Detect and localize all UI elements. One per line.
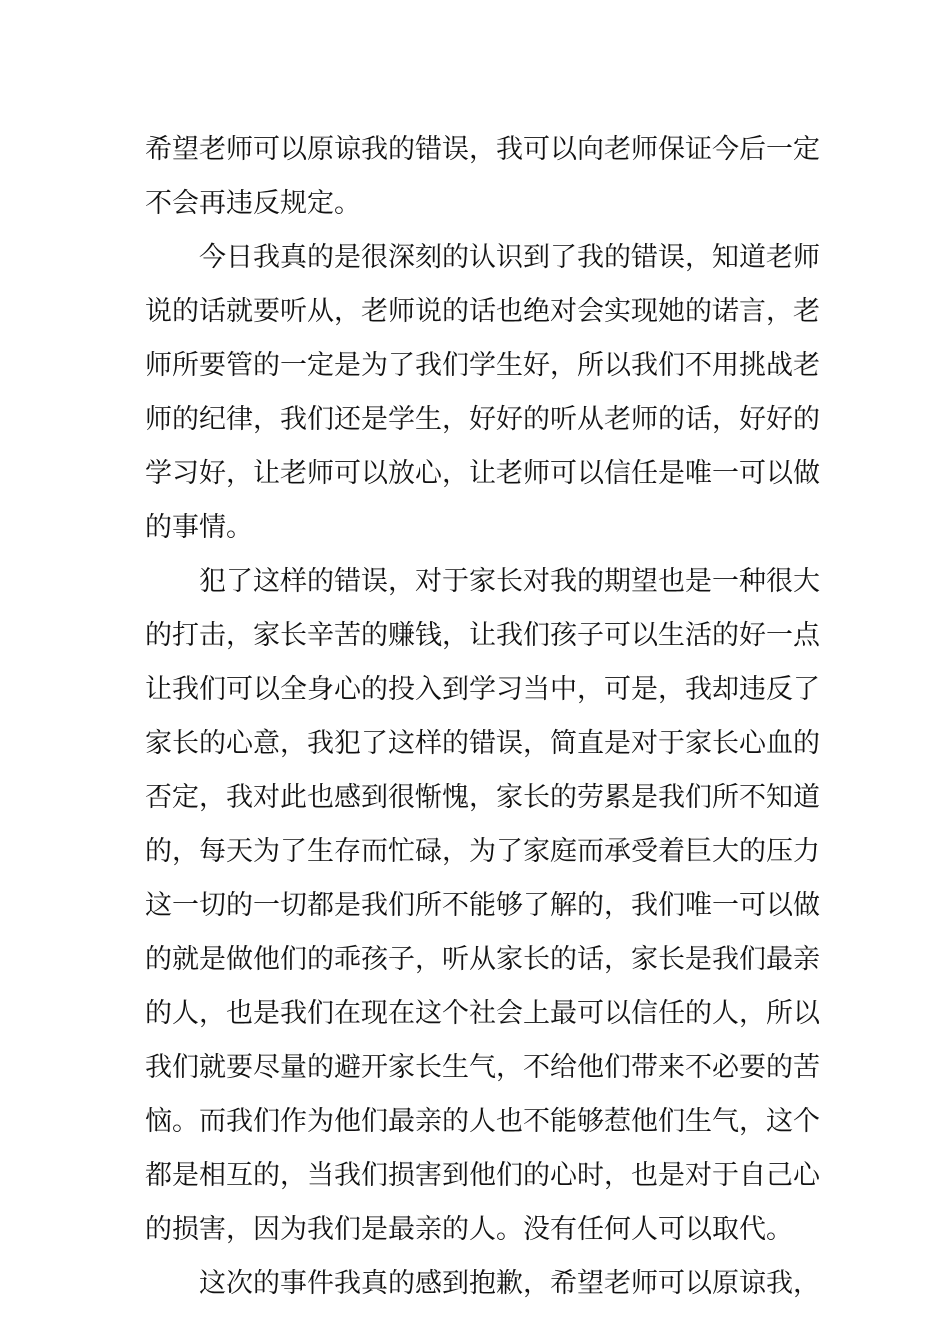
text-line: 师所要管的一定是为了我们学生好，所以我们不用挑战老 — [145, 350, 820, 381]
paragraph-first-line: 犯了这样的错误，对于家长对我的期望也是一种很大 — [199, 566, 820, 597]
text-line: 的，每天为了生存而忙碌，为了家庭而承受着巨大的压力 — [145, 836, 820, 867]
text-line: 不会再违反规定。 — [145, 188, 361, 219]
text-line: 否定，我对此也感到很惭愧，家长的劳累是我们所不知道 — [145, 782, 820, 813]
text-line: 恼。而我们作为他们最亲的人也不能够惹他们生气，这个 — [145, 1106, 820, 1137]
text-line: 的打击，家长辛苦的赚钱，让我们孩子可以生活的好一点 — [145, 620, 820, 651]
text-line: 这一切的一切都是我们所不能够了解的，我们唯一可以做 — [145, 890, 820, 921]
text-line: 的人，也是我们在现在这个社会上最可以信任的人，所以 — [145, 998, 820, 1029]
text-line: 师的纪律，我们还是学生，好好的听从老师的话，好好的 — [145, 404, 820, 435]
text-line: 让我们可以全身心的投入到学习当中，可是，我却违反了 — [145, 674, 820, 705]
text-line: 的就是做他们的乖孩子，听从家长的话，家长是我们最亲 — [145, 944, 820, 975]
text-line: 都是相互的，当我们损害到他们的心时，也是对于自己心 — [145, 1160, 820, 1191]
text-line: 的损害，因为我们是最亲的人。没有任何人可以取代。 — [145, 1214, 793, 1245]
text-line: 我们就要尽量的避开家长生气，不给他们带来不必要的苦 — [145, 1052, 820, 1083]
text-line: 的事情。 — [145, 512, 253, 543]
text-line: 家长的心意，我犯了这样的错误，简直是对于家长心血的 — [145, 728, 820, 759]
paragraph-first-line: 这次的事件我真的感到抱歉，希望老师可以原谅我， — [199, 1268, 820, 1299]
paragraph-first-line: 今日我真的是很深刻的认识到了我的错误，知道老师 — [199, 242, 820, 273]
text-line: 学习好，让老师可以放心，让老师可以信任是唯一可以做 — [145, 458, 820, 489]
text-line: 希望老师可以原谅我的错误，我可以向老师保证今后一定 — [145, 134, 820, 165]
text-line: 说的话就要听从，老师说的话也绝对会实现她的诺言，老 — [145, 296, 820, 327]
